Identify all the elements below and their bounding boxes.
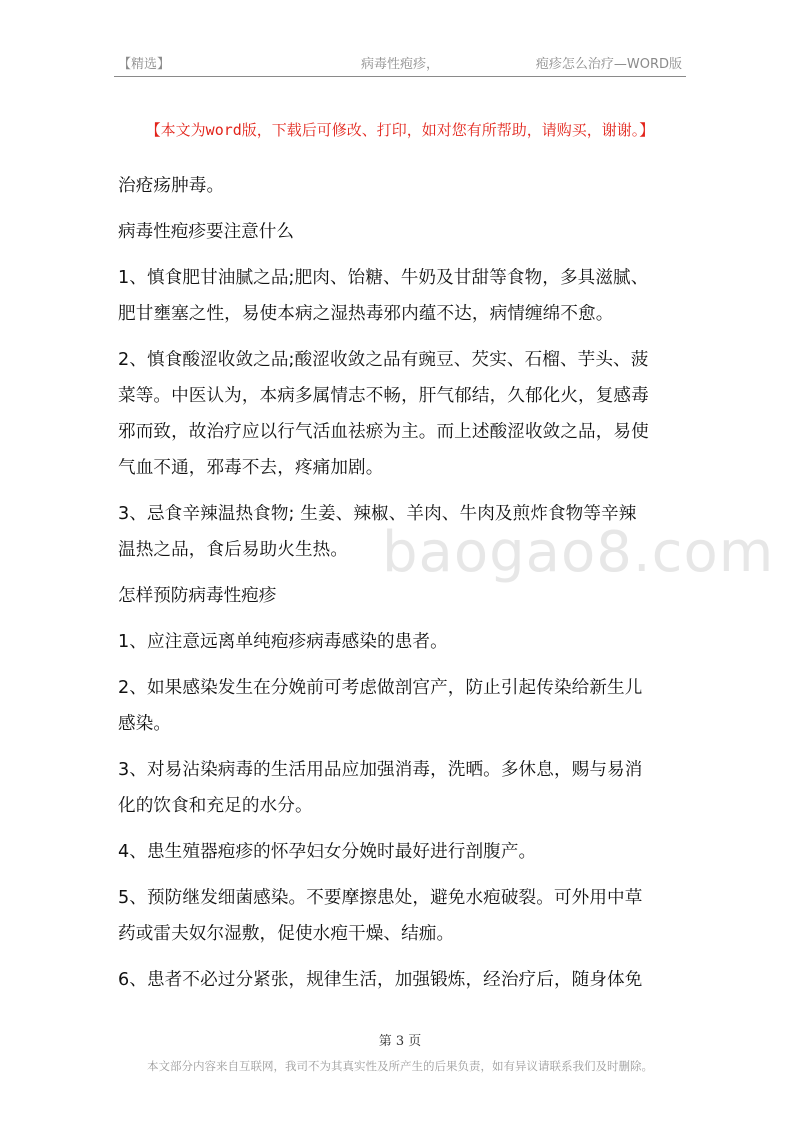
paragraph — [118, 834, 684, 870]
text-line: 2、慎食酸涩收敛之品;酸涩收敛之品有豌豆、芡实、石榴、芋头、菠 — [118, 350, 649, 370]
text-line: 5、预防继发细菌感染。不要摩擦患处，避免水疱破裂。可外用中草 — [118, 888, 643, 908]
header-right-label: 疱疹怎么治疗—WORD版 — [535, 57, 682, 72]
text-line: 1、慎食肥甘油腻之品;肥肉、饴糖、牛奶及甘甜等食物，多具滋腻、 — [118, 268, 649, 288]
header-center-label: 病毒性疱疹， — [360, 57, 439, 72]
paragraph-gap — [118, 332, 684, 342]
page-number: 第 3 页 — [378, 1034, 422, 1049]
watermark: baogao8.com — [382, 520, 775, 585]
paragraph — [118, 880, 684, 952]
text-line: 温热之品，食后易助火生热。 — [118, 540, 349, 560]
text-line: 肥甘壅塞之性，易使本病之湿热毒邪内蕴不达，病情缠绵不愈。 — [118, 304, 614, 324]
text-line: 治疮疡肿毒。 — [118, 176, 225, 196]
text-line: 怎样预防病毒性疱疹 — [118, 586, 277, 606]
paragraph-gap — [118, 952, 684, 962]
paragraph-gap — [118, 660, 684, 670]
text-line: 感染。 — [118, 714, 172, 734]
text-line: 6、患者不必过分紧张，规律生活，加强锻炼，经治疗后，随身体免 — [118, 970, 643, 990]
paragraph — [118, 624, 684, 660]
paragraph — [118, 168, 684, 204]
text-line: 2、如果感染发生在分娩前可考虑做剖宫产，防止引起传染给新生儿 — [118, 678, 643, 698]
header-left-label: 【精选】 — [118, 57, 171, 72]
footer-disclaimer: 本文部分内容来自互联网，我司不为其真实性及所产生的后果负责，如有异议请联系我们及时删除。 — [147, 1059, 653, 1073]
paragraph — [118, 670, 684, 742]
paragraph-gap — [118, 204, 684, 214]
text-line: 化的饮食和充足的水分。 — [118, 796, 313, 816]
text-line: 药或雷夫奴尔湿敷，促使水疱干燥、结痂。 — [118, 924, 455, 944]
paragraph — [118, 962, 684, 998]
paragraph-gap — [118, 870, 684, 880]
text-line: 邪而致，故治疗应以行气活血祛瘀为主。而上述酸涩收敛之品，易使 — [118, 422, 649, 442]
paragraph — [118, 342, 684, 486]
text-line: 1、应注意远离单纯疱疹病毒感染的患者。 — [118, 632, 448, 652]
paragraph — [118, 752, 684, 824]
text-line: 3、对易沾染病毒的生活用品应加强消毒，洗晒。多休息，赐与易消 — [118, 760, 643, 780]
paragraph — [118, 260, 684, 332]
paragraph-gap — [118, 824, 684, 834]
paragraph-gap — [118, 614, 684, 624]
purchase-notice: 【本文为word版，下载后可修改、打印，如对您有所帮助，请购买，谢谢。】 — [145, 121, 655, 139]
text-line: 4、患生殖器疱疹的怀孕妇女分娩时最好进行剖腹产。 — [118, 842, 537, 862]
paragraph-gap — [118, 742, 684, 752]
paragraph-gap — [118, 486, 684, 496]
text-line: 病毒性疱疹要注意什么 — [118, 222, 294, 242]
paragraph-gap — [118, 250, 684, 260]
text-line: 3、忌食辛辣温热食物; 生姜、辣椒、羊肉、牛肉及煎炸食物等辛辣 — [118, 504, 637, 524]
header-divider — [114, 76, 686, 77]
section-heading — [118, 214, 684, 250]
text-line: 气血不通，邪毒不去，疼痛加剧。 — [118, 458, 384, 478]
text-line: 菜等。中医认为，本病多属情志不畅，肝气郁结，久郁化火，复感毒 — [118, 386, 649, 406]
